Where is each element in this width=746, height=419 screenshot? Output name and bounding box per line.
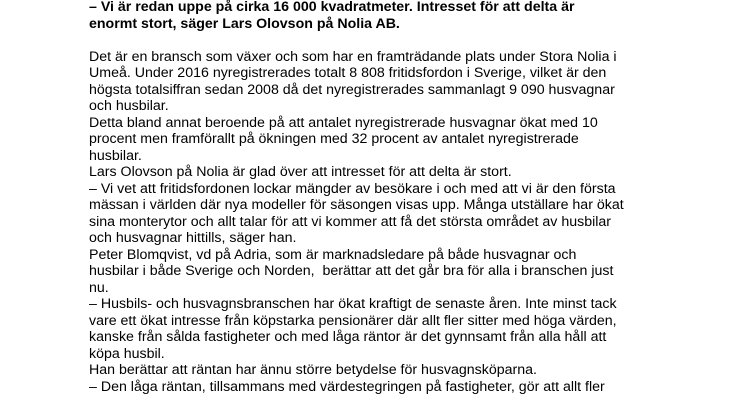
- body-line: sina monterytor och allt talar för att vi kommer att få det största området av husbilar: [89, 213, 612, 230]
- body-line: Peter Blomqvist, vd på Adria, som är marknadsledare på både husvagnar och: [89, 246, 577, 263]
- body-line: husbilar i både Sverige och Norden, berättar att det går bra för alla i branschen just: [89, 263, 614, 279]
- body-line: mässan i världen där nya modeller för säsongen visas upp. Många utställare har ökat: [89, 197, 624, 213]
- body-line: Umeå. Under 2016 nyregistrerades totalt 8 808 fritidsfordon i Sverige, vilket är den: [89, 65, 607, 81]
- body-line: och husvagnar hittills, säger han.: [89, 230, 297, 246]
- body-line: – Husbils- och husvagnsbranschen har ökat kraftigt de senaste åren. Inte minst tack: [89, 296, 617, 312]
- article-text: [89, 0, 689, 395]
- body-line: och husbilar.: [89, 98, 169, 114]
- body-line: vare ett ökat intresse från köpstarka pensionärer där allt fler sitter med höga värden,: [89, 312, 617, 329]
- body-line: procent men framförallt på ökningen med 32 procent av antalet nyregistrerade: [89, 131, 579, 147]
- body-line: Det är en bransch som växer och som har en framträdande plats under Stora Nolia i: [89, 48, 617, 65]
- body-line: nu.: [89, 279, 109, 296]
- body-line: – Vi vet att fritidsfordonen lockar mängder av besökare i och med att vi är den första: [89, 180, 616, 197]
- body-line: kanske från sålda fastigheter och med låga räntor är det gynnsamt från alla håll att: [89, 329, 607, 345]
- body-line: Lars Olovson på Nolia är glad över att intresset för att delta är stort.: [89, 164, 512, 180]
- body-line: husbilar.: [89, 147, 142, 164]
- body-line: köpa husbil.: [89, 345, 165, 362]
- body-line: Han berättar att räntan har ännu större betydelse för husvagnsköparna.: [89, 362, 537, 378]
- body-line: Detta bland annat beroende på att antalet nyregistrerade husvagnar ökat med 10: [89, 114, 598, 131]
- body-line: högsta totalsiffran sedan 2008 då det nyregistrerades sammanlagt 9 090 husvagnar: [89, 81, 615, 98]
- lead-line: enormt stort, säger Lars Olovson på Nolia AB.: [89, 15, 400, 32]
- lead-line: – Vi är redan uppe på cirka 16 000 kvadratmeter. Intresset för att delta är: [89, 0, 575, 15]
- paragraph-gap: [89, 32, 689, 49]
- body-line: – Den låga räntan, tillsammans med värdestegringen på fastigheter, gör att allt fler: [89, 378, 605, 395]
